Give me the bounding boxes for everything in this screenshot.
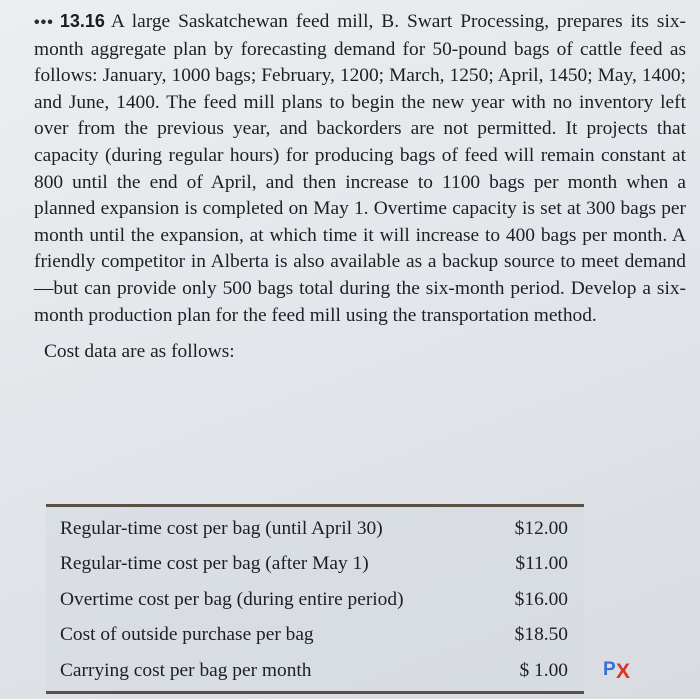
cost-row <box>46 547 584 583</box>
cost-label: Cost of outside purchase per bag <box>60 624 314 646</box>
cost-row <box>46 582 584 618</box>
cost-label: Regular-time cost per bag (until April 30) <box>60 517 383 539</box>
cost-label: Regular-time cost per bag (after May 1) <box>60 553 369 575</box>
px-logo-icon <box>602 655 640 681</box>
cost-label: Carrying cost per bag per month <box>60 659 312 681</box>
cost-intro: Cost data are as follows: <box>44 341 235 363</box>
problem-number: 13.16 <box>59 11 105 31</box>
cost-row <box>46 618 584 654</box>
problem-text: A large Saskatchewan feed mill, B. Swart Processing, prepares its six-month aggregate plan by forecasting demand for 50-pound bags of cattle feed as follows: January, 1000 bags; February, 1200; March, 1250; April, 1450; May, 1400; and June, 1400. The feed mill plans to begin the new year with no inventory left over from the previous year, and backorders are not permitted. It projects that capacity (during regular hours) for producing bags of feed will remain constant at 800 until the end of April, and then increase to 1100 bags per month when a planned expansion is completed on May 1. Overtime capacity is set at 300 bags per month until the expansion, at which time it will increase to 400 bags per month. A friendly competitor in Alberta is also available as a backup source to meet demand—but can provide only 500 bags total during the six-month period. Develop a six-month production plan for the feed mill using the transportation method. <box>34 11 686 326</box>
cost-row <box>46 653 584 689</box>
cost-value: $11.00 <box>515 553 568 575</box>
cost-label: Overtime cost per bag (during entire period) <box>60 588 404 610</box>
cost-value: $16.00 <box>514 588 568 610</box>
cost-table <box>46 504 584 694</box>
svg-text:X: X <box>616 660 631 681</box>
problem-statement <box>34 8 686 329</box>
cost-value: $18.50 <box>514 624 568 646</box>
svg-text:P: P <box>603 659 616 680</box>
difficulty-dots: ••• <box>34 14 54 31</box>
cost-value: $ 1.00 <box>519 659 568 681</box>
cost-row <box>46 511 584 547</box>
cost-value: $12.00 <box>514 517 568 539</box>
